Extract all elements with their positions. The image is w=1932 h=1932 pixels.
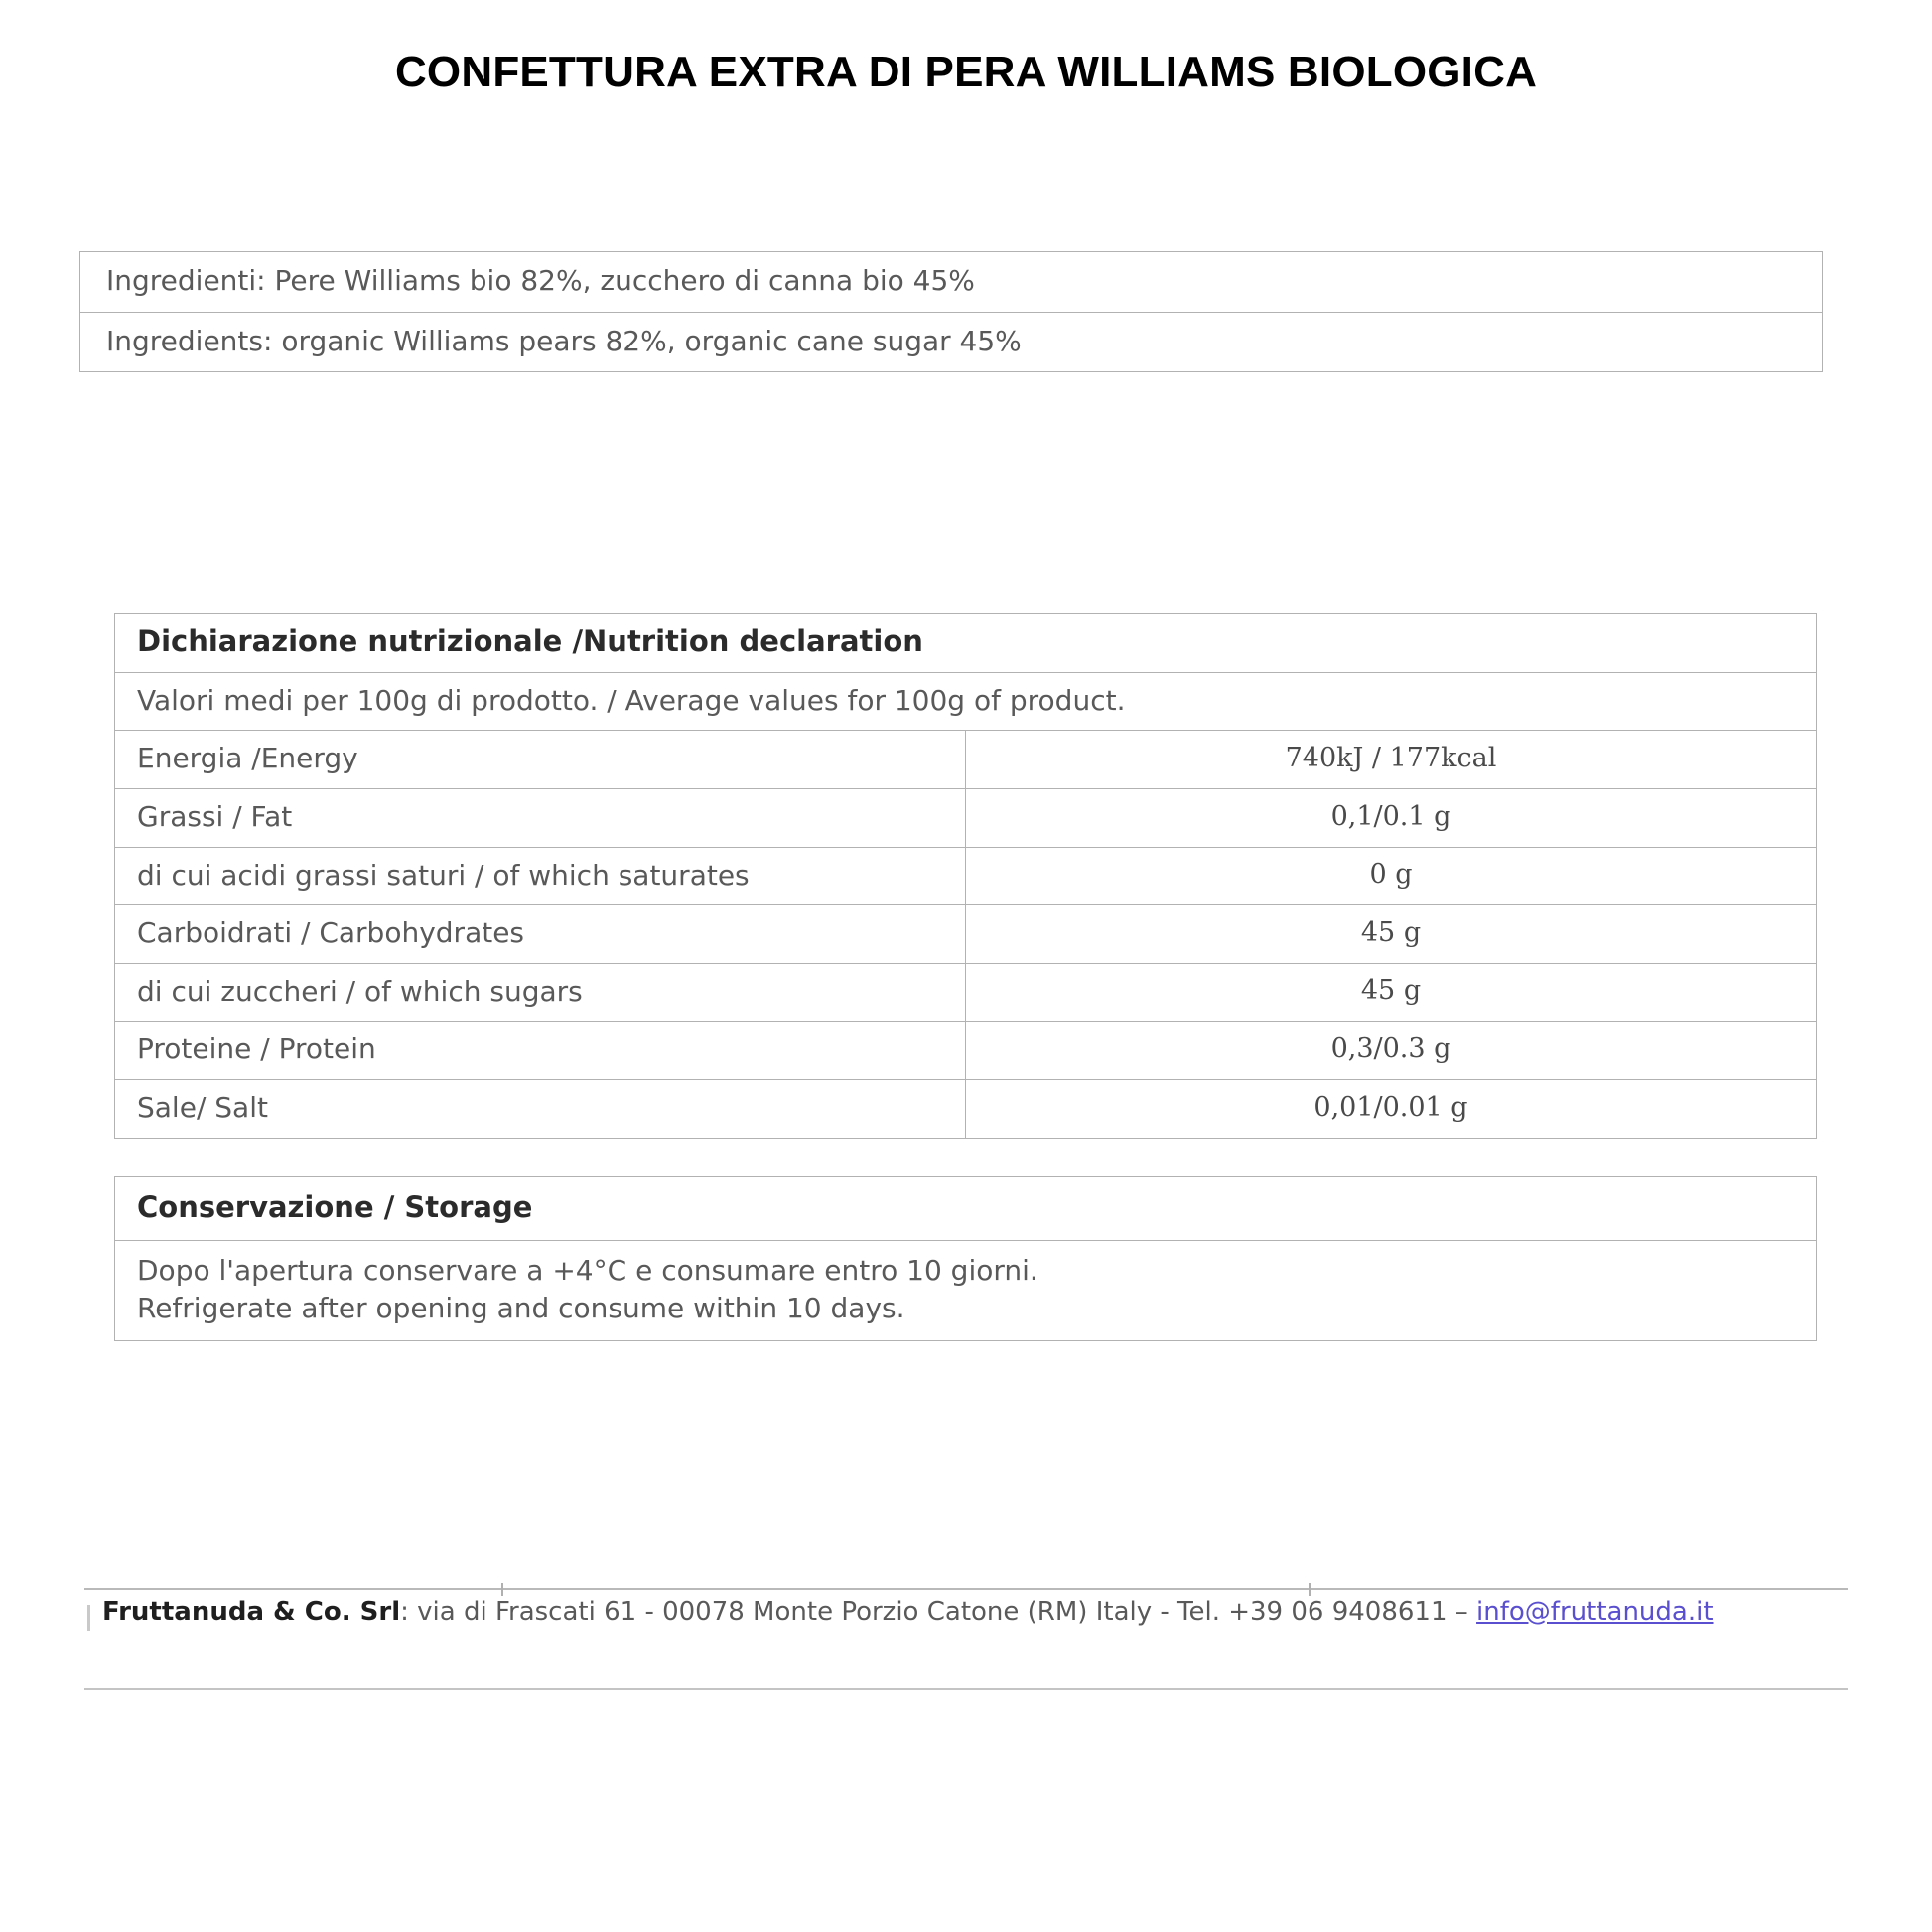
footer-margin-marker: [87, 1605, 90, 1631]
footer-company-name: Fruttanuda & Co. Srl: [102, 1597, 401, 1627]
footer-tab-tick-left: [501, 1583, 503, 1596]
table-row: [115, 731, 1817, 789]
nutrient-value-salt: 0,01/0.01 g: [966, 1079, 1817, 1138]
page-title: CONFETTURA EXTRA DI PERA WILLIAMS BIOLOGICA: [394, 48, 1538, 96]
table-row-basis: [115, 672, 1817, 731]
nutrient-label-salt: Sale/ Salt: [115, 1079, 966, 1138]
nutrient-value-protein: 0,3/0.3 g: [966, 1022, 1817, 1080]
nutrition-declaration-table: [114, 613, 1817, 1139]
table-row: [115, 1022, 1817, 1080]
storage-english-line: Refrigerate after opening and consume within 10 days.: [137, 1291, 905, 1324]
storage-table: [114, 1176, 1817, 1341]
table-row: [115, 1079, 1817, 1138]
nutrient-value-sugars: 45 g: [966, 963, 1817, 1022]
storage-italian-line: Dopo l'apertura conservare a +4°C e consumare entro 10 giorni.: [137, 1254, 1038, 1288]
nutrition-basis-note: Valori medi per 100g di prodotto. / Average values for 100g of product.: [115, 672, 1817, 731]
nutrient-value-carbohydrates: 45 g: [966, 905, 1817, 964]
table-row: [80, 252, 1823, 313]
footer-divider-top: [84, 1588, 1848, 1590]
nutrient-value-saturates: 0 g: [966, 847, 1817, 905]
nutrient-value-energy: 740kJ / 177kcal: [966, 731, 1817, 789]
footer-tab-tick-right: [1309, 1583, 1311, 1596]
table-row: [115, 788, 1817, 847]
nutrient-value-fat: 0,1/0.1 g: [966, 788, 1817, 847]
table-row: [115, 847, 1817, 905]
storage-table-header: Conservazione / Storage: [115, 1177, 1817, 1241]
table-row: [115, 963, 1817, 1022]
nutrition-table-header: Dichiarazione nutrizionale /Nutrition declaration: [115, 614, 1817, 673]
table-row: [115, 1241, 1817, 1341]
table-row: [80, 312, 1823, 372]
table-row-header: [115, 1177, 1817, 1241]
nutrient-label-fat: Grassi / Fat: [115, 788, 966, 847]
footer-address-text: : via di Frascati 61 - 00078 Monte Porzio Catone (RM) Italy - Tel. +39 06 9408611 –: [400, 1597, 1477, 1627]
footer-contact-line: [102, 1596, 1714, 1630]
ingredients-italian-cell: Ingredienti: Pere Williams bio 82%, zucchero di canna bio 45%: [80, 252, 1823, 313]
nutrient-label-protein: Proteine / Protein: [115, 1022, 966, 1080]
table-row: [115, 905, 1817, 964]
table-row-header: [115, 614, 1817, 673]
nutrient-label-carbohydrates: Carboidrati / Carbohydrates: [115, 905, 966, 964]
ingredients-table: [79, 251, 1823, 372]
footer-email-link[interactable]: info@fruttanuda.it: [1476, 1597, 1714, 1627]
nutrient-label-saturates: di cui acidi grassi saturi / of which saturates: [115, 847, 966, 905]
nutrient-label-sugars: di cui zuccheri / of which sugars: [115, 963, 966, 1022]
ingredients-english-cell: Ingredients: organic Williams pears 82%, organic cane sugar 45%: [80, 312, 1823, 372]
nutrient-label-energy: Energia /Energy: [115, 731, 966, 789]
storage-instructions-cell: [115, 1241, 1817, 1341]
footer-divider-bottom: [84, 1688, 1848, 1690]
